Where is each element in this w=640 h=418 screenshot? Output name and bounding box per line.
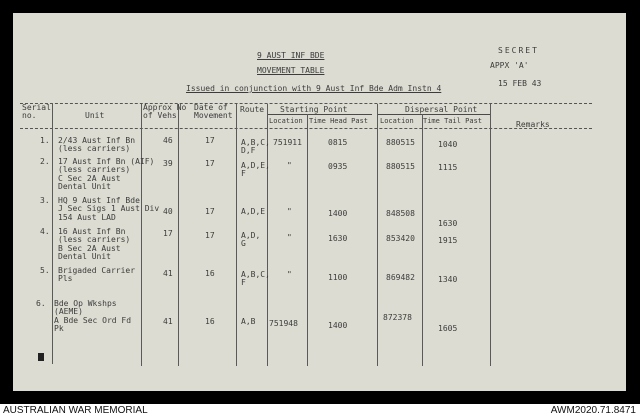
archive-name: AUSTRALIAN WAR MEMORIAL (3, 405, 148, 416)
row-date: 17 (205, 231, 215, 240)
row-vehs: 41 (163, 269, 173, 278)
row-route: A,B,C, D,F (241, 138, 270, 156)
column-divider (178, 104, 179, 366)
row-start-time: 1630 (328, 234, 348, 243)
row-date: 16 (205, 269, 215, 278)
row-date: 16 (205, 317, 215, 326)
row-start-location: 751911 (273, 138, 302, 147)
row-start-location: " (287, 161, 292, 170)
row-start-location: " (287, 233, 292, 242)
header-date: Date of Movement (194, 103, 233, 121)
row-disp-time: 1605 (438, 324, 458, 333)
row-disp-location: 853420 (386, 234, 415, 243)
row-vehs: 17 (163, 229, 173, 238)
header-start-location: Location (269, 117, 303, 125)
row-unit: 16 Aust Inf Bn (less carriers) B Sec 2A Aust Dental Unit (58, 227, 131, 262)
row-route: A,D, G (241, 231, 261, 249)
row-unit: Bde Op Wkshps (AEME) A Bde Sec Ord Fd Pk (54, 299, 132, 334)
row-route: A,B,C, F (241, 270, 270, 288)
row-date: 17 (205, 159, 215, 168)
row-disp-time: 1915 (438, 236, 458, 245)
row-start-location: " (287, 207, 292, 216)
row-disp-time: 1040 (438, 140, 458, 149)
row-serial: 4. (40, 227, 50, 236)
row-start-time: 0815 (328, 138, 348, 147)
column-divider (52, 104, 53, 364)
header-disp-location: Location (380, 117, 414, 125)
row-start-time: 1100 (328, 273, 348, 282)
row-route: A,D,E, F (241, 161, 270, 179)
row-route: A,B (241, 317, 256, 326)
header-route: Route (240, 105, 265, 114)
column-divider (422, 114, 423, 366)
document-date: 15 FEB 43 (498, 79, 542, 88)
row-unit: 2/43 Aust Inf Bn (less carriers) (58, 136, 136, 154)
row-start-time: 1400 (328, 321, 348, 330)
row-disp-location: 848508 (386, 209, 415, 218)
column-divider (141, 104, 142, 366)
issued-note: Issued in conjunction with 9 Aust Inf Bde Adm Instn 4 (186, 84, 442, 93)
row-serial: 2. (40, 157, 50, 166)
row-unit: HQ 9 Aust Inf Bde J Sec Sigs 1 Aust Div 154 Aust LAD (58, 196, 160, 222)
row-start-time: 0935 (328, 162, 348, 171)
classification: SECRET (498, 46, 539, 55)
header-start-time: Time Head Past (309, 117, 369, 125)
document-subtitle: MOVEMENT TABLE (257, 66, 325, 75)
row-unit: 17 Aust Inf Bn (AIF) (less carriers) C Sec 2A Aust Dental Unit (58, 157, 155, 192)
row-start-location: 751948 (269, 319, 298, 328)
table-top-rule (20, 103, 592, 104)
appendix-label: APPX 'A' (490, 61, 529, 70)
row-serial: 1. (40, 136, 50, 145)
header-remarks: Remarks (516, 120, 550, 129)
header-starting-point: Starting Point (280, 105, 348, 114)
table-header-rule (20, 128, 592, 129)
document-title: 9 AUST INF BDE (257, 51, 325, 60)
column-divider (490, 104, 491, 366)
row-date: 17 (205, 136, 215, 145)
header-unit: Unit (85, 111, 105, 120)
row-disp-time: 1630 (438, 219, 458, 228)
header-vehs: Approx No of Vehs (143, 103, 187, 121)
row-serial: 5. (40, 266, 50, 275)
row-disp-location: 869482 (386, 273, 415, 282)
row-disp-location: 880515 (386, 138, 415, 147)
row-vehs: 40 (163, 207, 173, 216)
column-divider (377, 104, 378, 366)
row-start-time: 1400 (328, 209, 348, 218)
row-serial: 6. (36, 299, 46, 308)
row-disp-time: 1340 (438, 275, 458, 284)
header-dispersal-point: Dispersal Point (405, 105, 478, 114)
archive-reference: AWM2020.71.8471 (550, 405, 636, 416)
row-vehs: 39 (163, 159, 173, 168)
column-divider (307, 114, 308, 366)
binding-mark (38, 353, 44, 361)
row-vehs: 46 (163, 136, 173, 145)
row-unit: Brigaded Carrier Pls (58, 266, 136, 284)
row-disp-time: 1115 (438, 163, 458, 172)
header-disp-time: Time Tail Past (423, 117, 483, 125)
row-vehs: 41 (163, 317, 173, 326)
row-disp-location: 880515 (386, 162, 415, 171)
row-serial: 3. (40, 196, 50, 205)
column-divider (236, 104, 237, 366)
row-start-location: " (287, 270, 292, 279)
row-date: 17 (205, 207, 215, 216)
header-serial: Serial no. (22, 103, 51, 121)
archive-caption-bar (0, 404, 640, 418)
row-disp-location: 872378 (383, 313, 412, 322)
row-route: A,D,E (241, 207, 266, 216)
